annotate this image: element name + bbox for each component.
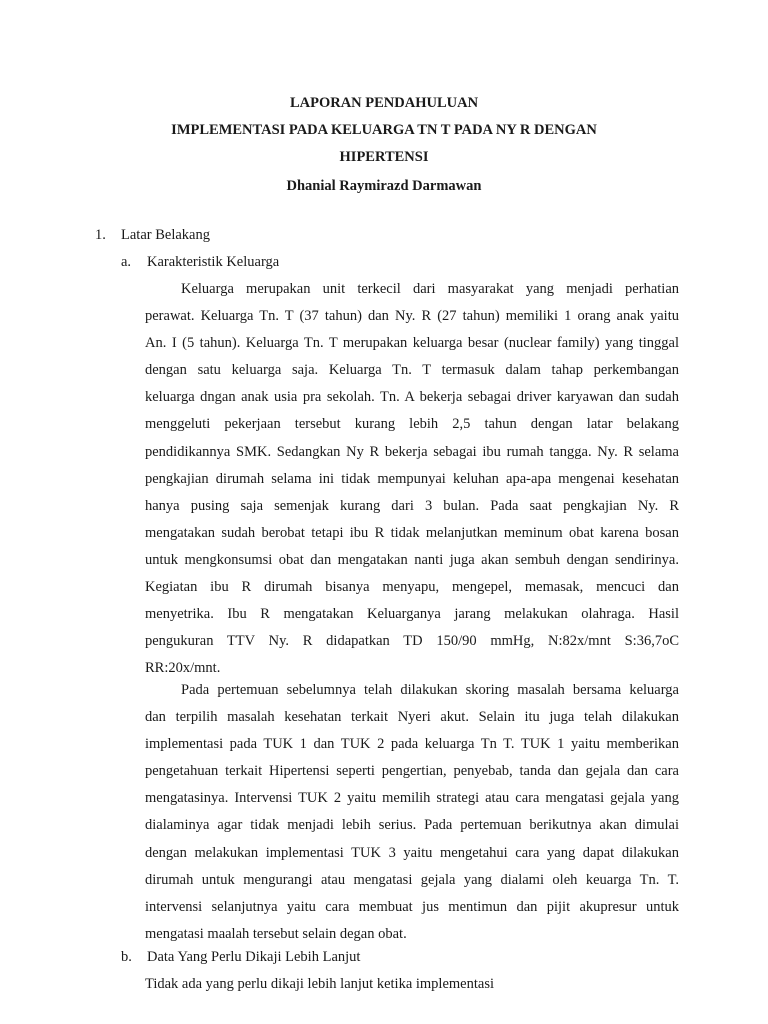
paragraph-line: pendidikannya SMK. Sedangkan Ny R bekerja sebagai ibu rumah tangga. Ny. R selama: [145, 443, 679, 460]
subsection-title: Data Yang Perlu Dikaji Lebih Lanjut: [147, 949, 361, 965]
paragraph-line: pengukuran TTV Ny. R didapatkan TD 150/90 mmHg, N:82x/mnt S:36,7oC: [145, 633, 679, 650]
paragraph-line: implementasi pada TUK 1 dan TUK 2 pada keluarga Tn T. TUK 1 yaitu memberikan: [145, 736, 679, 753]
paragraph-line: RR:20x/mnt.: [145, 660, 221, 677]
paragraph-line: mengatasi maalah tersebut selain degan obat.: [145, 925, 407, 942]
paragraph-karakteristik-2: [145, 677, 679, 948]
author-name: Dhanial Raymirazd Darmawan: [286, 178, 482, 194]
paragraph-line: dialaminya agar tidak menjadi lebih serius. Pada pertemuan berikutnya akan dimulai: [145, 817, 679, 834]
paragraph-line: untuk mengkonsumsi obat dan mengatakan nanti juga akan sembuh dengan sendirinya.: [145, 551, 679, 568]
paragraph-line: mengatasinya. Intervensi TUK 2 yaitu memilih strategi atau cara mengatasi gejala yang: [145, 790, 679, 807]
paragraph-line: Keluarga merupakan unit terkecil dari masyarakat yang menjadi perhatian: [181, 281, 679, 297]
paragraph-line: dan terpilih masalah kesehatan terkait Nyeri akut. Selain itu juga telah dilakukan: [145, 709, 679, 726]
paragraph-line: pengetahuan terkait Hipertensi seperti pengertian, penyebab, tanda dan gejala dan cara: [145, 763, 679, 780]
subsection-title: Karakteristik Keluarga: [147, 254, 280, 270]
report-subtitle: IMPLEMENTASI PADA KELUARGA TN T PADA NY R DENGAN: [171, 122, 597, 138]
paragraph-line: intervensi selanjutnya yaitu cara membuat jus mentimun dan pijit akupresur untuk: [145, 898, 679, 915]
paragraph-line: pengkajian dirumah selama ini tidak mempunyai keluhan apa-apa mengenai kesehatan: [145, 470, 679, 487]
subsection-body-data-dikaji: [145, 971, 494, 997]
paragraph-line: An. I (5 tahun). Keluarga Tn. T merupakan keluarga besar (nuclear family) yang tinggal: [145, 335, 679, 352]
paragraph-line: menggeluti pekerjaan tersebut kurang lebih 2,5 tahun dengan latar belakang: [145, 416, 679, 433]
paragraph-line: perawat. Keluarga Tn. T (37 tahun) dan Ny. R (27 tahun) memiliki 1 orang anak yaitu: [145, 308, 679, 325]
document-header: [0, 90, 768, 200]
subsection-letter: b.: [121, 949, 132, 965]
paragraph-line: menyetrika. Ibu R mengatakan Keluarganya jarang melakukan olahraga. Hasil: [145, 606, 679, 623]
subsection-text: Tidak ada yang perlu dikaji lebih lanjut ketika implementasi: [145, 976, 494, 992]
section-title: Latar Belakang: [121, 227, 210, 243]
section-number: 1.: [95, 227, 106, 243]
paragraph-line: Kegiatan ibu R dirumah bisanya menyapu, mengepel, memasak, mencuci dan: [145, 579, 679, 596]
report-title: LAPORAN PENDAHULUAN: [289, 95, 479, 111]
report-subtitle-continued: HIPERTENSI: [339, 149, 429, 165]
paragraph-line: dengan satu keluarga saja. Keluarga Tn. T termasuk dalam tahap perkembangan: [145, 362, 679, 379]
paragraph-line: dirumah untuk mengurangi atau mengatasi gejala yang dialami oleh keuarga Tn. T.: [145, 871, 679, 888]
paragraph-karakteristik-1: [145, 276, 679, 682]
subsection-letter: a.: [121, 254, 132, 270]
section-heading-latar-belakang: [95, 222, 210, 248]
paragraph-line: Pada pertemuan sebelumnya telah dilakukan skoring masalah bersama keluarga: [181, 682, 679, 698]
subsection-heading-karakteristik: [121, 249, 279, 275]
paragraph-line: keluarga dngan anak usia pra sekolah. Tn. A bekerja sebagai driver karyawan dan sudah: [145, 389, 679, 406]
paragraph-line: hanya pusing saja semenjak kurang dari 3 bulan. Pada saat pengkajian Ny. R: [145, 497, 679, 514]
paragraph-line: mengatakan sudah berobat tetapi ibu R tidak melanjutkan meminum obat karena bosan: [145, 524, 679, 541]
paragraph-line: dengan melakukan implementasi TUK 3 yaitu mengetahui cara yang dapat dilakukan: [145, 844, 679, 861]
subsection-heading-data-dikaji: [121, 944, 360, 970]
